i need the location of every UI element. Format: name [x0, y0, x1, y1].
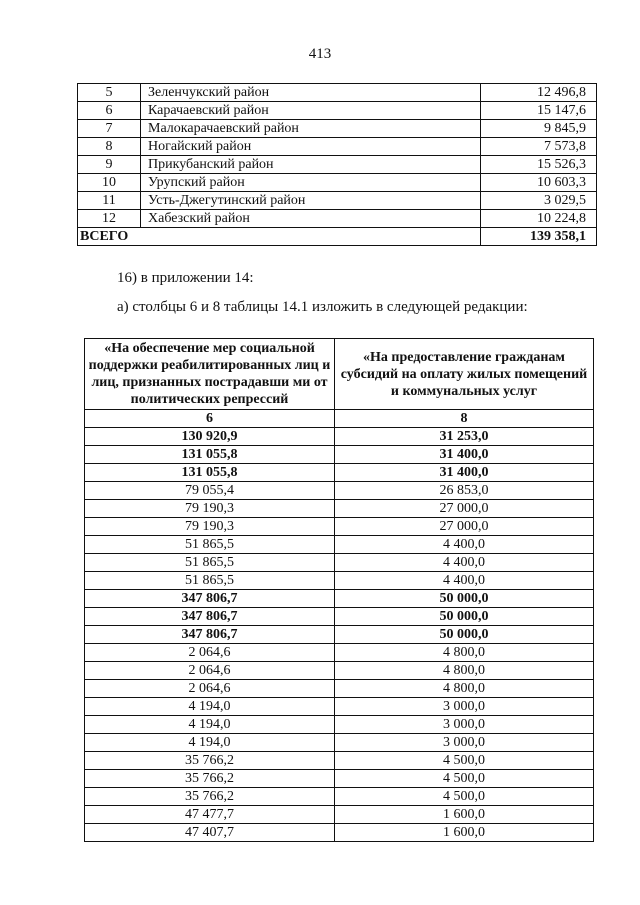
col-6-value: 35 766,2: [85, 770, 335, 788]
col-6-value: 347 806,7: [85, 608, 335, 626]
col-8-value: 3 000,0: [335, 698, 594, 716]
table-row: [85, 752, 594, 770]
col-8-value: 27 000,0: [335, 518, 594, 536]
col-6-value: 131 055,8: [85, 446, 335, 464]
district-row: [78, 102, 597, 120]
col-8-value: 50 000,0: [335, 626, 594, 644]
table-row: [85, 824, 594, 842]
table-row: [85, 536, 594, 554]
table-row: [85, 446, 594, 464]
table-row: [85, 572, 594, 590]
table-row: [85, 680, 594, 698]
column-number-8: 8: [335, 410, 594, 428]
col-8-value: 3 000,0: [335, 716, 594, 734]
district-value: 9 845,9: [481, 120, 597, 138]
row-number: 6: [78, 102, 141, 120]
row-number: 11: [78, 192, 141, 210]
district-name: Ногайский район: [141, 138, 481, 156]
total-row: [78, 228, 597, 246]
district-row: [78, 210, 597, 228]
columns-table-body: [85, 428, 594, 842]
col-6-value: 35 766,2: [85, 788, 335, 806]
col-8-value: 4 800,0: [335, 662, 594, 680]
col-6-value: 2 064,6: [85, 662, 335, 680]
col-6-value: 4 194,0: [85, 698, 335, 716]
district-value: 3 029,5: [481, 192, 597, 210]
district-row: [78, 120, 597, 138]
district-value: 12 496,8: [481, 84, 597, 102]
col-8-value: 31 400,0: [335, 446, 594, 464]
total-label: ВСЕГО: [78, 228, 481, 246]
col-6-value: 79 055,4: [85, 482, 335, 500]
col-6-value: 47 477,7: [85, 806, 335, 824]
table-row: [85, 608, 594, 626]
row-number: 10: [78, 174, 141, 192]
district-table: [77, 83, 597, 246]
header-col-8: «На предоставление гражданам субсидий на оплату жилых помещений и коммунальных услуг: [335, 339, 594, 410]
district-name: Прикубанский район: [141, 156, 481, 174]
paragraph-appendix-14: 16) в приложении 14:: [117, 270, 254, 286]
col-6-value: 79 190,3: [85, 500, 335, 518]
table-row: [85, 806, 594, 824]
col-8-value: 1 600,0: [335, 824, 594, 842]
column-number-row: [85, 410, 594, 428]
row-number: 9: [78, 156, 141, 174]
column-number-6: 6: [85, 410, 335, 428]
col-8-value: 26 853,0: [335, 482, 594, 500]
table-row: [85, 716, 594, 734]
col-6-value: 347 806,7: [85, 626, 335, 644]
district-name: Хабезский район: [141, 210, 481, 228]
row-number: 8: [78, 138, 141, 156]
col-8-value: 31 253,0: [335, 428, 594, 446]
col-6-value: 2 064,6: [85, 680, 335, 698]
district-value: 10 603,3: [481, 174, 597, 192]
col-6-value: 131 055,8: [85, 464, 335, 482]
table-row: [85, 662, 594, 680]
table-row: [85, 500, 594, 518]
row-number: 12: [78, 210, 141, 228]
table-row: [85, 788, 594, 806]
header-col-6: «На обеспечение мер социальной поддержки реабилитированных лиц и лиц, признанных пострадавши ми от политических репрессий: [85, 339, 335, 410]
table-row: [85, 644, 594, 662]
col-8-value: 4 400,0: [335, 572, 594, 590]
table-row: [85, 554, 594, 572]
paragraph-columns-instruction: а) столбцы 6 и 8 таблицы 14.1 изложить в следующей редакции:: [117, 299, 528, 315]
col-6-value: 51 865,5: [85, 536, 335, 554]
col-6-value: 4 194,0: [85, 716, 335, 734]
col-8-value: 4 800,0: [335, 680, 594, 698]
district-row: [78, 84, 597, 102]
col-6-value: 347 806,7: [85, 590, 335, 608]
district-row: [78, 156, 597, 174]
table-row: [85, 464, 594, 482]
table-row: [85, 770, 594, 788]
page-number: 413: [308, 46, 332, 62]
district-name: Зеленчукский район: [141, 84, 481, 102]
columns-table: [84, 338, 594, 842]
district-row: [78, 138, 597, 156]
row-number: 7: [78, 120, 141, 138]
col-6-value: 51 865,5: [85, 554, 335, 572]
col-8-value: 50 000,0: [335, 590, 594, 608]
district-value: 15 147,6: [481, 102, 597, 120]
col-6-value: 51 865,5: [85, 572, 335, 590]
district-name: Урупский район: [141, 174, 481, 192]
col-6-value: 35 766,2: [85, 752, 335, 770]
district-row: [78, 174, 597, 192]
district-value: 7 573,8: [481, 138, 597, 156]
col-6-value: 2 064,6: [85, 644, 335, 662]
col-8-value: 4 800,0: [335, 644, 594, 662]
columns-table-header: [85, 339, 594, 410]
col-8-value: 31 400,0: [335, 464, 594, 482]
district-value: 10 224,8: [481, 210, 597, 228]
col-8-value: 4 500,0: [335, 752, 594, 770]
col-8-value: 4 500,0: [335, 770, 594, 788]
district-name: Малокарачаевский район: [141, 120, 481, 138]
table-row: [85, 734, 594, 752]
table-row: [85, 428, 594, 446]
col-8-value: 50 000,0: [335, 608, 594, 626]
col-8-value: 4 400,0: [335, 554, 594, 572]
district-name: Усть-Джегутинский район: [141, 192, 481, 210]
row-number: 5: [78, 84, 141, 102]
total-value: 139 358,1: [481, 228, 597, 246]
col-6-value: 130 920,9: [85, 428, 335, 446]
col-8-value: 4 500,0: [335, 788, 594, 806]
table-row: [85, 482, 594, 500]
col-6-value: 79 190,3: [85, 518, 335, 536]
col-8-value: 4 400,0: [335, 536, 594, 554]
col-8-value: 27 000,0: [335, 500, 594, 518]
table-row: [85, 590, 594, 608]
col-6-value: 4 194,0: [85, 734, 335, 752]
table-row: [85, 626, 594, 644]
district-value: 15 526,3: [481, 156, 597, 174]
col-6-value: 47 407,7: [85, 824, 335, 842]
district-name: Карачаевский район: [141, 102, 481, 120]
table-row: [85, 518, 594, 536]
district-table-body: [78, 84, 597, 228]
col-8-value: 1 600,0: [335, 806, 594, 824]
district-row: [78, 192, 597, 210]
col-8-value: 3 000,0: [335, 734, 594, 752]
table-row: [85, 698, 594, 716]
